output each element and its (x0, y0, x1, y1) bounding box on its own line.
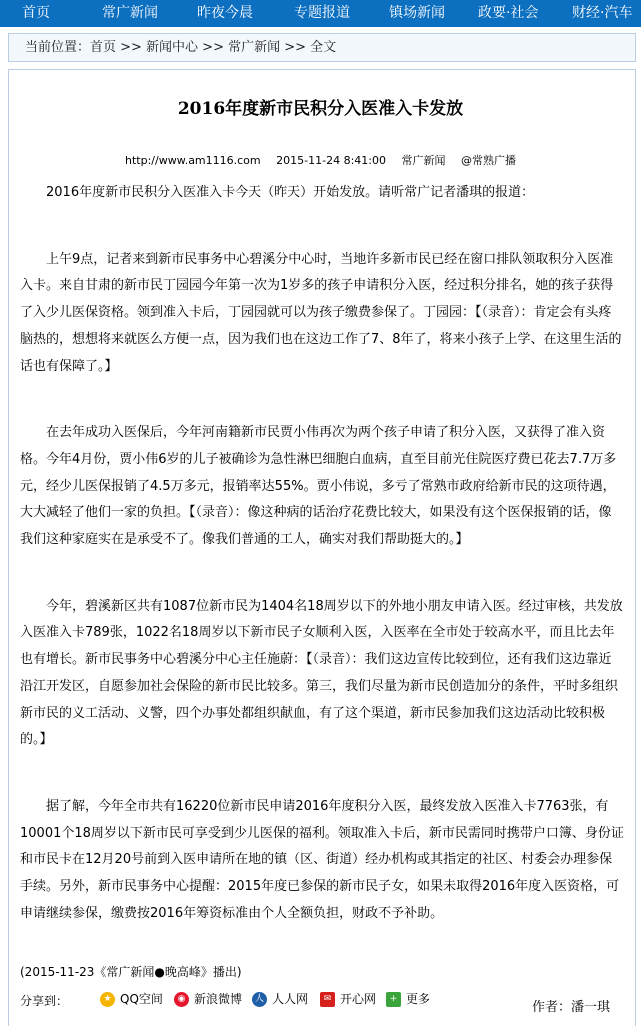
kaixin-icon: ✉ (320, 992, 335, 1007)
meta-url[interactable]: http://www.am1116.com (125, 154, 261, 167)
article-paragraph: 上午9点，记者来到新市民事务中心碧溪分中心时，当地许多新市民已经在窗口排队领取积分入医准入卡。来自甘肃的新市民丁园园今年第一次为1岁多的孩子申请积分入医，经过积分排名，她的孩子获得了入少儿医保资格。领到准入卡后，丁园园就可以为孩子缴费参保了。丁园园：【（录音）：肯定会有头疼脑热的，想想将来就医么方便一点，因为我们也在这边工作了7、8年了，将来小孩子上学、在这里生活的话也有保障了。】 (20, 251, 622, 374)
weibo-icon: ◉ (174, 992, 189, 1007)
meta-time: 2015-11-24 8:41:00 (276, 154, 386, 167)
broadcast-note: (2015-11-23《常广新闻●晚高峰》播出) (20, 965, 242, 979)
nav-home[interactable]: 首页 (22, 5, 50, 21)
share-label: 分享到： (20, 994, 69, 1008)
article-meta (0, 152, 641, 168)
nav-last-night-this-morning[interactable]: 昨夜今晨 (197, 5, 253, 21)
meta-source: @常熟广播 (460, 154, 516, 167)
top-navigation (0, 0, 641, 27)
share-qzone-label: QQ空间 (120, 992, 163, 1006)
article-paragraph: 今年，碧溪新区共有1087位新市民为1404名18周岁以下的外地小朋友申请入医。经过审核，共发放入医准入卡789张，1022名18周岁以下新市民子女顺利入医，入医率在全市处于较高水平，而且比去年也有增长。新市民事务中心碧溪分中心主任施蔚：【（录音）：我们这边宣传比较到位，还有我们这边靠近沿江开发区，自愿参加社会保险的新市民比较多。第三，我们尽量为新市民创造加分的条件，平时多组织新市民的义工活动、义警，四个办事处都组织献血，有了这个渠道，新市民参加我们这边活动比较积极的。】 (20, 598, 623, 748)
share-qzone[interactable] (100, 990, 163, 1010)
breadcrumb (8, 33, 636, 62)
qzone-icon: ★ (100, 992, 115, 1007)
meta-column: 常广新闻 (401, 154, 446, 167)
share-renren[interactable] (252, 990, 308, 1010)
nav-politics-society[interactable]: 政要·社会 (478, 5, 539, 21)
share-kaixin-label: 开心网 (340, 992, 377, 1006)
share-more[interactable] (386, 990, 430, 1010)
article-paragraph: 2016年度新市民积分入医准入卡今天（昨天）开始发放。请听常广记者潘琪的报道： (46, 185, 535, 200)
share-weibo-label: 新浪微博 (194, 992, 243, 1006)
nav-finance-auto[interactable]: 财经·汽车 (572, 5, 633, 21)
nav-special-reports[interactable]: 专题报道 (294, 5, 350, 21)
share-kaixin[interactable] (320, 990, 376, 1010)
plus-icon: + (386, 992, 401, 1007)
article-body (20, 180, 624, 927)
nav-town-news[interactable]: 镇场新闻 (389, 5, 445, 21)
article-author: 作者：潘一琪 (532, 1000, 611, 1015)
share-weibo[interactable] (174, 990, 242, 1010)
renren-icon: 人 (252, 992, 267, 1007)
article-paragraph: 在去年成功入医保后，今年河南籍新市民贾小伟再次为两个孩子申请了积分入医，又获得了准入资格。今年4月份，贾小伟6岁的儿子被确诊为急性淋巴细胞白血病，直至目前光住院医疗费已花去7.7万多元，经少儿医保报销了4.5万多元，报销率达55%。贾小伟说，多亏了常熟市政府给新市民的这项待遇，大大减轻了他们一家的负担。【（录音）：像这种病的话治疗花费比较大，如果没有这个医保报销的话，像我们这种家庭实在是承受不了。像我们普通的工人，确实对我们帮助挺大的。】 (20, 425, 617, 548)
article-paragraph: 据了解，今年全市共有16220位新市民申请2016年度积分入医，最终发放入医准入卡7763张，有10001个18周岁以下新市民可享受到少儿医保的福利。领取准入卡后，新市民需同时携带户口簿、身份证和市民卡在12月20号前到入医申请所在地的镇（区、街道）经办机构或其指定的社区、村委会办理参保手续。另外，新市民事务中心提醒：2015年度已参保的新市民子女，如果未取得2016年度入医资格，可申请继续参保，缴费按2016年筹资标准由个人全额负担，财政不予补助。 (20, 798, 624, 921)
share-renren-label: 人人网 (272, 992, 309, 1006)
nav-changguang-news[interactable]: 常广新闻 (102, 5, 158, 21)
share-more-label: 更多 (406, 992, 431, 1006)
breadcrumb-text[interactable]: 当前位置：首页 >> 新闻中心 >> 常广新闻 >> 全文 (25, 40, 337, 55)
article-title: 2016年度新市民积分入医准入卡发放 (177, 99, 464, 119)
